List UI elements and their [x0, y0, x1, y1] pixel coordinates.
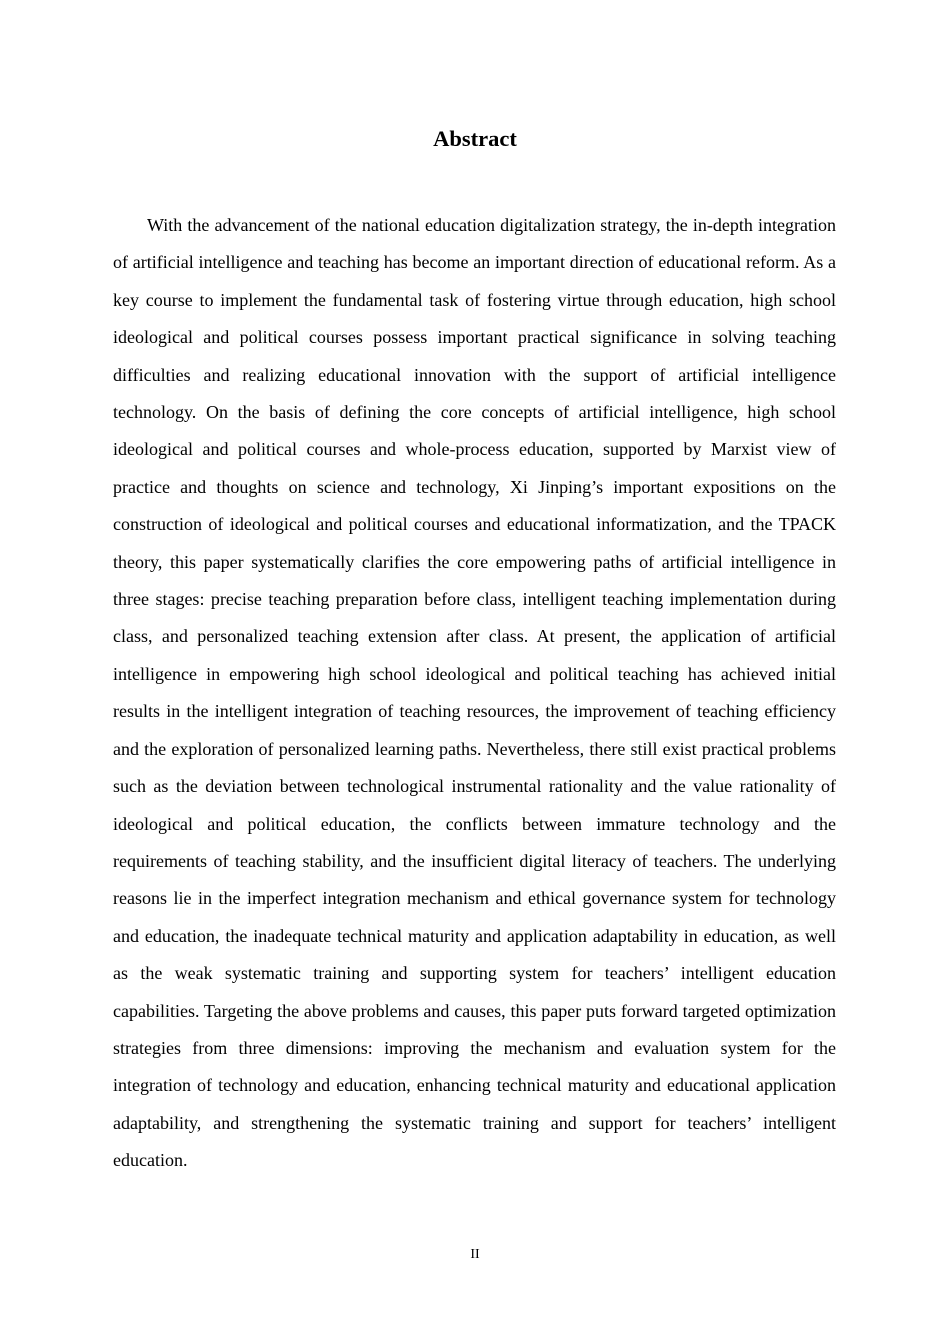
abstract-paragraph: With the advancement of the national education digitalization strategy, the in-depth integration of artificial intelligence and teaching has become an important direction of educational reform. As a key course to implement the fundamental task of fostering virtue through education, high school ideological and political courses possess important practical significance in solving teaching difficulties and realizing educational innovation with the support of artificial intelligence technology. On the basis of defining the core concepts of artificial intelligence, high school ideological and political courses and whole-process education, supported by Marxist view of practice and thoughts on science and technology, Xi Jinping’s important expositions on the construction of ideological and political courses and educational informatization, and the TPACK theory, this paper systematically clarifies the core empowering paths of artificial intelligence in three stages: precise teaching preparation before class, intelligent teaching implementation during class, and personalized teaching extension after class. At present, the application of artificial intelligence in empowering high school ideological and political teaching has achieved initial results in the intelligent integration of teaching resources, the improvement of teaching efficiency and the exploration of personalized learning paths. Nevertheless, there still exist practical problems such as the deviation between technological instrumental rationality and the value rationality of ideological and political education, the conflicts between immature technology and the requirements of teaching stability, and the insufficient digital literacy of teachers. The underlying reasons lie in the imperfect integration mechanism and ethical governance system for technology and education, the inadequate technical maturity and application adaptability in education, as well as the weak systematic training and supporting system for teachers’ intelligent education capabilities. Targeting the above problems and causes, this paper puts forward targeted optimization strategies from three dimensions: improving the mechanism and evaluation system for the integration of technology and education, enhancing technical maturity and educational application adaptability, and strengthening the systematic training and support for teachers’ intelligent education.: [113, 215, 836, 1171]
page-number: II: [470, 1247, 480, 1262]
abstract-title: Abstract: [433, 126, 517, 151]
